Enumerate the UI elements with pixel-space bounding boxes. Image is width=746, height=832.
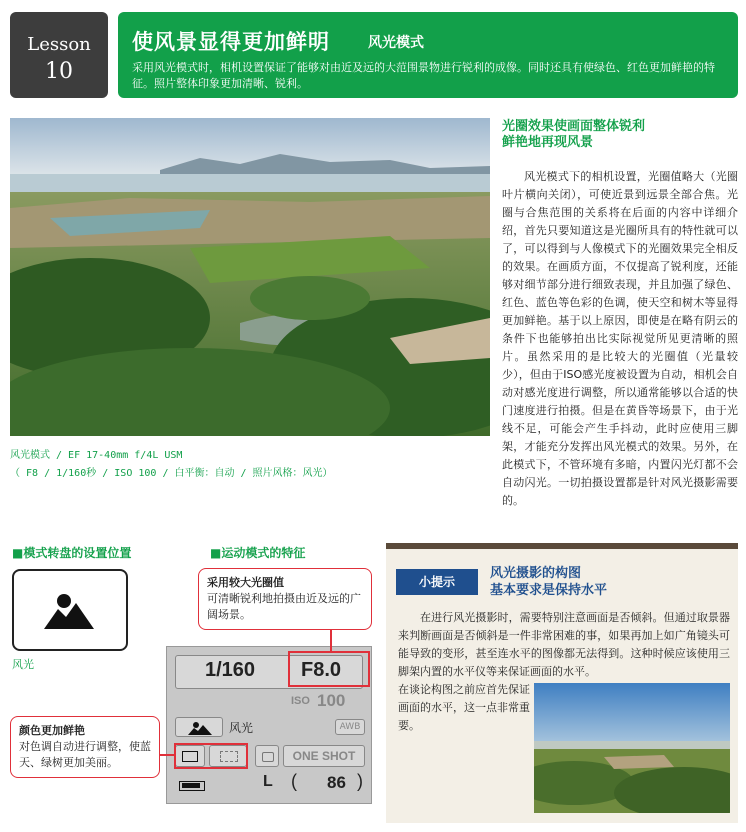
section-heading-line1: 光圈效果使画面整体锐利 <box>502 119 646 134</box>
lcd-shutter-speed: 1/160 <box>205 659 256 681</box>
lesson-word: Lesson <box>27 34 91 55</box>
photo-caption-line2: （ F8 / 1/160秒 / ISO 100 / 白平衡：自动 / 照片风格：风光） <box>10 468 333 479</box>
tip-body: 在进行风光摄影时，需要特别注意画面是否倾斜。但通过取景器来判断画面是否倾斜是一件非常困难的事，如果再加上如广角镜头可能导致的变形，甚至连水平的图像都无法得到。这种时候应该使用三脚架内置的水平仪等来保证画面的水平。 <box>398 611 730 678</box>
tip-photo <box>534 683 730 813</box>
lesson-badge <box>10 12 108 98</box>
tip-badge: 小提示 <box>396 569 478 595</box>
landscape-mode-icon <box>44 591 96 631</box>
page-title: 使风景显得更加鲜明 <box>132 30 330 54</box>
battery-icon <box>179 781 205 791</box>
landscape-photo <box>10 118 490 436</box>
aperture-highlight <box>288 651 370 687</box>
photo-caption-line1: 风光模式 / EF 17-40mm f/4L USM <box>10 450 183 461</box>
color-callout-body: 对色调自动进行调整，使蓝天、绿树更加美丽。 <box>19 740 151 769</box>
lcd-iso-value: 100 <box>317 691 346 710</box>
lcd-bracket-right: ) <box>357 771 363 791</box>
camera-icon <box>262 752 274 762</box>
color-connector <box>160 754 176 756</box>
mode-dial-label: 风光 <box>12 658 34 671</box>
page-subtitle: 风光模式 <box>368 35 424 51</box>
lcd-mode-label: 风光 <box>229 721 254 735</box>
lcd-af-mode: ONE SHOT <box>283 745 365 767</box>
tip-title-line2: 基本要求是保持水平 <box>490 583 608 598</box>
aperture-callout <box>198 568 372 630</box>
color-callout <box>10 716 160 778</box>
aperture-connector <box>330 628 332 652</box>
tip-title-line1: 风光摄影的构图 <box>490 566 582 581</box>
header-bar <box>118 12 738 98</box>
section-heading <box>502 119 738 151</box>
features-heading: ■运动模式的特征 <box>210 546 306 560</box>
intro-text: 采用风光模式时，相机设置保证了能够对由近及远的大范围景物进行锐利的成像。同时还具有使绿色、红色更加鲜艳的特征。照片整体印象更加清晰、锐利。 <box>132 61 715 90</box>
lcd-quality: L <box>263 773 273 790</box>
lcd-wb: AWB <box>335 719 365 735</box>
lcd-iso-label: ISO <box>291 695 310 707</box>
tip-title <box>490 565 607 599</box>
lcd-landscape-icon <box>188 721 212 735</box>
aperture-callout-title: 采用较大光圈值 <box>207 576 284 589</box>
tip-body-2: 在谈论构图之前应首先保证画面的水平，这一点非常重要。 <box>398 683 530 732</box>
mode-dial-heading: ■模式转盘的设置位置 <box>12 546 132 560</box>
section-body: 风光模式下的相机设置，光圈值略大（光圈叶片横向关闭），可使近景到远景全部合焦。光圈与合焦范围的关系将在后面的内容中详细介绍，首先只要知道这是光圈所具有的特性就可以了，可以得到与人像模式下的光圈效果完全相反的效果。在画质方面，不仅提高了锐利度，还能够对细节部分进行细致表现，并且加强了绿色、红色、蓝色等色彩的色调，使天空和树木等显得更加鲜艳。基于以上原因，即使是在略有阴云的条件下也能够拍出比实际视觉所见更清晰的照片。虽然采用的是比较大的光圈值（光量较少），但由于ISO感光度被设置为自动，相机会自动对感光度进行调整，所以通常能够以合适的快门速度进行拍摄。但是在黄昏等场景下，由于光线不足，可能会产生手抖动，此时应使用三脚架，才能充分发挥出风光模式的效果。另外，在此模式下，不管环境有多暗，内置闪光灯都不会自动闪光。一切拍摄设置都是针对风光摄影需要的。 <box>502 170 738 507</box>
section-heading-line2: 鲜艳地再现风景 <box>502 135 594 150</box>
tip-box <box>386 543 738 823</box>
lcd-shots-remaining: 86 <box>327 773 346 792</box>
lcd-bracket-left: ( <box>291 771 297 791</box>
lesson-number: 10 <box>45 59 73 84</box>
lcd-camera-box <box>255 745 279 767</box>
lcd-aperture: F8.0 <box>301 659 342 681</box>
lcd-mode-box <box>175 717 223 737</box>
mode-dial-frame <box>12 569 128 651</box>
color-highlight <box>174 743 248 769</box>
color-callout-title: 颜色更加鲜艳 <box>19 724 85 737</box>
aperture-callout-body: 可清晰锐利地拍摄由近及远的广阔场景。 <box>207 592 361 621</box>
